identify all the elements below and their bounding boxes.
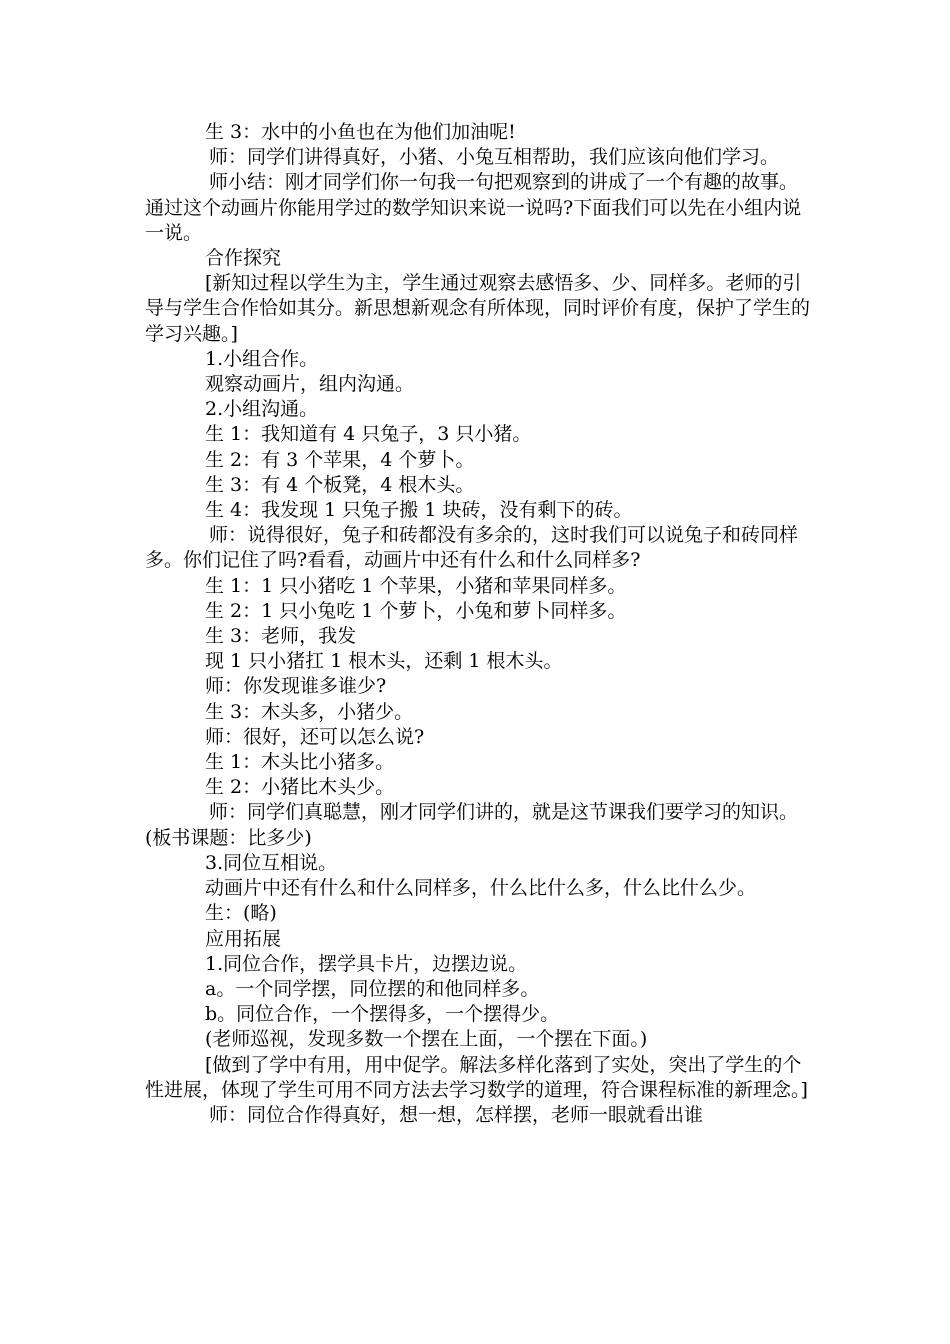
list-heading: 3.同位互相说。 bbox=[205, 851, 338, 874]
paragraph: 生 3：有 4 个板凳，4 根木头。 bbox=[205, 473, 475, 496]
paragraph: [新知过程以学生为主，学生通过观察去感悟多、少、同样多。老师的引导与学生合作恰如其分。新思想新观念有所体现，同时评价有度，保护了学生的学习兴趣。] bbox=[145, 272, 811, 345]
list-heading: 1.同位合作，摆学具卡片，边摆边说。 bbox=[205, 952, 528, 975]
paragraph: 生 3：水中的小鱼也在为他们加油呢! bbox=[205, 121, 516, 143]
paragraph: (老师巡视，发现多数一个摆在上面，一个摆在下面。) bbox=[205, 1028, 648, 1051]
section-heading: 应用拓展 bbox=[205, 927, 282, 950]
paragraph: 师：同学们真聪慧，刚才同学们讲的，就是这节课我们要学习的知识。(板书课题：比多少) bbox=[145, 801, 799, 849]
paragraph: a。一个同学摆，同位摆的和他同样多。 bbox=[205, 977, 540, 1000]
paragraph: 生 2：1 只小兔吃 1 个萝卜，小兔和萝卜同样多。 bbox=[205, 599, 627, 622]
paragraph: 动画片中还有什么和什么同样多，什么比什么多，什么比什么少。 bbox=[205, 877, 757, 900]
paragraph: 师：同位合作得真好，想一想，怎样摆，老师一眼就看出谁 bbox=[209, 1103, 704, 1126]
paragraph: 现 1 只小猪扛 1 根木头，还剩 1 根木头。 bbox=[205, 650, 563, 673]
paragraph: 师：你发现谁多谁少? bbox=[205, 675, 387, 698]
paragraph: 师：同学们讲得真好，小猪、小兔互相帮助，我们应该向他们学习。 bbox=[209, 146, 780, 169]
paragraph: 生 3：木头多，小猪少。 bbox=[205, 700, 414, 723]
paragraph: 生 1：我知道有 4 只兔子，3 只小猪。 bbox=[205, 423, 532, 446]
paragraph: [做到了学中有用，用中促学。解法多样化落到了实处，突出了学生的个性进展，体现了学生可用不同方法去学习数学的道理，符合课程标准的新理念。] bbox=[145, 1053, 808, 1101]
paragraph: b。同位合作，一个摆得多，一个摆得少。 bbox=[205, 1003, 560, 1026]
paragraph: 观察动画片，组内沟通。 bbox=[205, 373, 415, 396]
paragraph: 生 4：我发现 1 只兔子搬 1 块砖，没有剩下的砖。 bbox=[205, 499, 633, 522]
paragraph: 师小结：刚才同学们你一句我一句把观察到的讲成了一个有趣的故事。通过这个动画片你能用学过的数学知识来说一说吗?下面我们可以先在小组内说一说。 bbox=[145, 171, 802, 244]
paragraph: 生 2：有 3 个苹果，4 个萝卜。 bbox=[205, 448, 475, 471]
paragraph: 生：(略) bbox=[205, 902, 277, 925]
list-heading: 1.小组合作。 bbox=[205, 347, 319, 370]
paragraph: 生 1：1 只小猪吃 1 个苹果，小猪和苹果同样多。 bbox=[205, 574, 627, 597]
paragraph: 生 3：老师，我发 bbox=[205, 625, 357, 648]
paragraph: 生 1：木头比小猪多。 bbox=[205, 751, 395, 774]
paragraph: 师：很好，还可以怎么说? bbox=[205, 725, 425, 748]
paragraph: 师：说得很好，兔子和砖都没有多余的，这时我们可以说兔子和砖同样多。你们记住了吗?看看，动画片中还有什么和什么同样多? bbox=[145, 524, 799, 572]
list-heading: 2.小组沟通。 bbox=[205, 398, 319, 421]
section-heading: 合作探究 bbox=[205, 247, 282, 270]
document-body bbox=[145, 120, 810, 1128]
paragraph: 生 2：小猪比木头少。 bbox=[205, 776, 395, 799]
